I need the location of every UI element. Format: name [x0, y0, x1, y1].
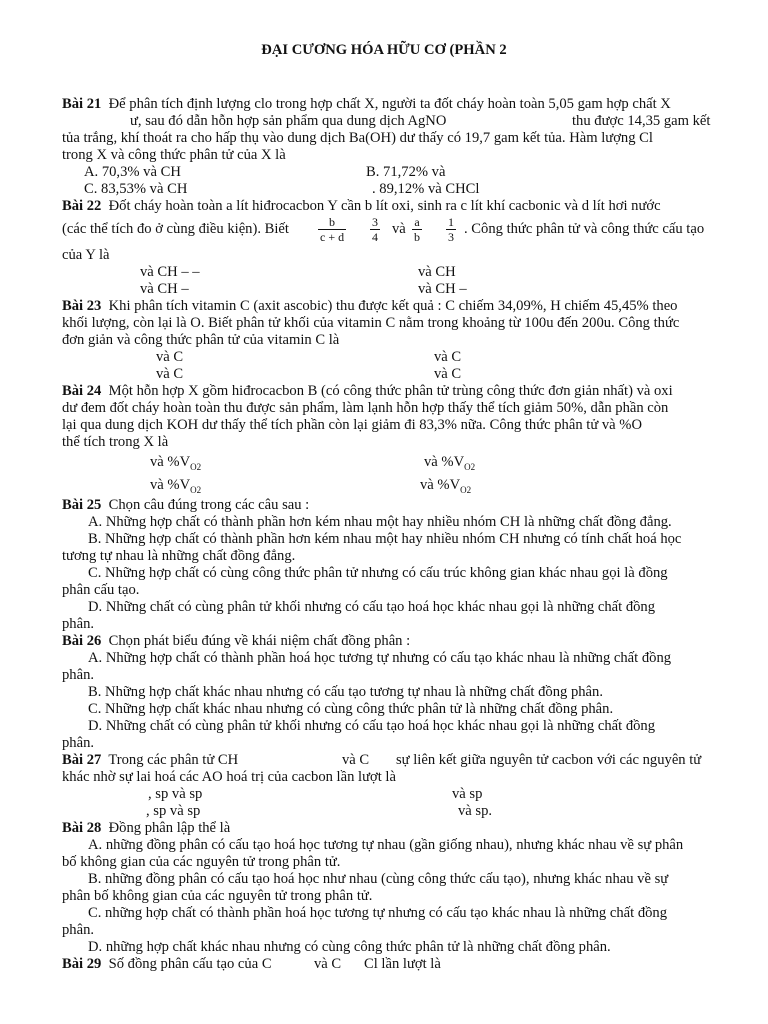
b26-line-1	[62, 633, 410, 650]
b23-option-c: và C	[156, 366, 184, 382]
b29-text-1b: và C	[314, 956, 342, 972]
b25-line-1	[62, 497, 309, 514]
b22-frac2-num: 3	[372, 215, 378, 229]
b26-text-1: Chọn phát biểu đúng về khái niệm chất đồng phân :	[108, 633, 411, 649]
b24-option-b	[424, 454, 475, 476]
b27-text-1b: và C	[342, 752, 370, 768]
b21-label: Bài 21	[62, 96, 102, 112]
b21-text-1: Để phân tích định lượng clo trong hợp chất X, người ta đốt cháy hoàn toàn 5,05 gam hợp chất X	[108, 96, 671, 112]
b29-label: Bài 29	[62, 956, 102, 972]
b24-line-1	[62, 383, 673, 400]
b21-text-2b: thu được 14,35 gam kết	[572, 113, 711, 129]
b26-option-a-1: A. Những hợp chất có thành phần hoá học tương tự nhưng có cấu tạo khác nhau là những chất đồng	[88, 650, 672, 666]
b23-line-1	[62, 298, 677, 315]
b24-option-c-sub: O2	[190, 484, 202, 495]
b25-option-c-1: C. Những hợp chất có cùng công thức phân tử nhưng có cấu trúc không gian khác nhau gọi là đồng	[88, 565, 668, 581]
b22-fraction-1-over-3	[446, 215, 456, 244]
b25-label: Bài 25	[62, 497, 102, 513]
b25-option-b-1: B. Những hợp chất có thành phần hơn kém nhau một hay nhiều nhóm CH nhưng có tính chất hoá học	[88, 531, 682, 547]
b24-option-d	[420, 477, 471, 499]
b24-option-b-text: và %V	[424, 454, 465, 470]
b26-label: Bài 26	[62, 633, 102, 649]
b22-text-2a: (các thể tích đo ở cùng điều kiện). Biết	[62, 221, 289, 237]
b28-option-a-2: bố không gian của các nguyên tử trong phân tử.	[62, 854, 341, 870]
b26-option-c: C. Những hợp chất khác nhau nhưng có cùng công thức phân tử là những chất đồng phân.	[88, 701, 614, 717]
b23-option-a: và C	[156, 349, 184, 365]
b22-label: Bài 22	[62, 198, 102, 214]
b24-option-d-sub: O2	[460, 484, 472, 495]
b27-text-1c: sự liên kết giữa nguyên tử cacbon với các nguyên tử	[396, 752, 702, 768]
b23-text-2: khối lượng, còn lại là O. Biết phân tử khối của vitamin C nằm trong khoảng từ 100u đến 200u. Công thức	[62, 315, 680, 331]
b22-option-b: và CH	[418, 264, 456, 280]
b28-option-c-1: C. những hợp chất có thành phần hoá học tương tự nhưng có cấu tạo khác nhau là những chất đồng	[88, 905, 668, 921]
b27-option-b: và sp	[452, 786, 483, 802]
b26-option-d-2: phân.	[62, 735, 95, 751]
b21-option-a: A. 70,3% và CH	[84, 164, 181, 180]
b23-text-3: đơn giản và công thức phân tử của vitamin C là	[62, 332, 340, 348]
b27-text-2: khác nhờ sự lai hoá các AO hoá trị của cacbon lần lượt là	[62, 769, 396, 785]
b25-option-d-2: phân.	[62, 616, 95, 632]
b21-text-3: tủa trắng, khí thoát ra cho hấp thụ vào dung dịch Ba(OH) dư thấy có 19,7 gam kết tủa. Hàm lượng Cl	[62, 130, 653, 146]
b23-option-d: và C	[434, 366, 462, 382]
b26-option-a-2: phân.	[62, 667, 95, 683]
b24-option-a	[150, 454, 201, 476]
b29-line-1	[62, 956, 272, 973]
b25-option-c-2: phân cấu tạo.	[62, 582, 140, 598]
b21-option-d: . 89,12% và CHCl	[372, 181, 480, 197]
b22-frac3-den: b	[414, 230, 420, 244]
b28-text-1: Đồng phân lập thể là	[108, 820, 231, 836]
b21-option-c: C. 83,53% và CH	[84, 181, 188, 197]
b23-label: Bài 23	[62, 298, 102, 314]
b22-option-a: và CH – –	[140, 264, 200, 280]
b27-label: Bài 27	[62, 752, 102, 768]
b21-text-2a: ư, sau đó dẫn hỗn hợp sản phẩm qua dung dịch AgNO	[130, 113, 447, 129]
b27-line-1	[62, 752, 238, 769]
b22-frac3-num: a	[412, 215, 422, 230]
b27-text-1a: Trong các phân tử CH	[108, 752, 239, 768]
b21-option-b: B. 71,72% và	[366, 164, 446, 180]
b26-option-d-1: D. Những chất có cùng phân tử khối nhưng có cấu tạo hoá học khác nhau gọi là những chất đồng	[88, 718, 656, 734]
b28-option-d: D. những hợp chất khác nhau nhưng có cùng công thức phân tử là những chất đồng phân.	[88, 939, 611, 955]
b27-option-c: , sp và sp	[146, 803, 201, 819]
b22-fraction-3-over-4	[370, 215, 380, 244]
b22-text-2b: . Công thức phân tử và công thức cấu tạo	[464, 221, 705, 237]
b21-text-4: trong X và công thức phân tử của X là	[62, 147, 286, 163]
b24-option-c	[150, 477, 201, 499]
b28-option-a-1: A. những đồng phân có cấu tạo hoá học tương tự nhau (gần giống nhau), nhưng khác nhau về sự phân	[88, 837, 684, 853]
b22-frac4-num: 1	[448, 215, 454, 229]
b22-text-1: Đốt cháy hoàn toàn a lít hiđrocacbon Y cần b lít oxi, sinh ra c lít khí cacbonic và d lít hơi nước	[108, 198, 661, 214]
b24-text-2: dư đem đốt cháy hoàn toàn thu được sản phẩm, làm lạnh hỗn hợp thấy thể tích giảm 50%, dẫn phần còn	[62, 400, 669, 416]
b24-option-a-text: và %V	[150, 454, 191, 470]
b24-option-c-text: và %V	[150, 477, 191, 493]
b22-frac4-den: 3	[448, 230, 454, 244]
b22-option-d: và CH –	[418, 281, 467, 297]
page-title: ĐẠI CƯƠNG HÓA HỮU CƠ (PHẦN 2	[261, 42, 507, 58]
b23-option-b: và C	[434, 349, 462, 365]
b22-fraction-a-over-b	[412, 215, 422, 244]
b22-text-3: của Y là	[62, 247, 110, 263]
b24-option-b-sub: O2	[464, 461, 476, 472]
b24-option-a-sub: O2	[190, 461, 202, 472]
b28-option-b-1: B. những đồng phân có cấu tạo hoá học như nhau (cùng công thức cấu tạo), nhưng khác nhau về sự	[88, 871, 669, 887]
b27-option-d: và sp.	[458, 803, 493, 819]
b22-line-1	[62, 198, 661, 215]
b25-option-b-2: tương tự nhau là những chất đồng đẳng.	[62, 548, 296, 564]
b24-label: Bài 24	[62, 383, 102, 399]
b22-and-1: và	[392, 221, 406, 237]
b23-text-1: Khi phân tích vitamin C (axit ascobic) thu được kết quả : C chiếm 34,09%, H chiếm 45,45% theo	[108, 298, 678, 314]
b24-text-3: lại qua dung dịch KOH dư thấy thể tích phần còn lại giảm đi 83,3% nữa. Công thức phân tử và %O	[62, 417, 643, 433]
b29-text-1a: Số đồng phân cấu tạo của C	[108, 956, 272, 972]
b22-frac1-num: b	[318, 215, 346, 230]
b22-fraction-b-over-cd	[318, 215, 346, 244]
b28-option-b-2: phân bố không gian của các nguyên tử trong phân tử.	[62, 888, 373, 904]
b22-frac1-den: c + d	[320, 230, 345, 244]
b25-option-d-1: D. Những chất có cùng phân tử khối nhưng có cấu tạo hoá học khác nhau gọi là những chất đồng	[88, 599, 656, 615]
b25-text-1: Chọn câu đúng trong các câu sau :	[108, 497, 310, 513]
b26-option-b: B. Những hợp chất khác nhau nhưng có cấu tạo tương tự nhau là những chất đồng phân.	[88, 684, 603, 700]
b28-option-c-2: phân.	[62, 922, 95, 938]
b28-label: Bài 28	[62, 820, 102, 836]
b21-line-1	[62, 96, 671, 113]
b24-text-4: thể tích trong X là	[62, 434, 169, 450]
b28-line-1	[62, 820, 230, 837]
b25-option-a: A. Những hợp chất có thành phần hơn kém nhau một hay nhiều nhóm CH là những chất đồng đẳng.	[88, 514, 672, 530]
b29-text-1c: Cl lần lượt là	[364, 956, 441, 972]
b22-option-c: và CH –	[140, 281, 189, 297]
b24-option-d-text: và %V	[420, 477, 461, 493]
b22-frac2-den: 4	[372, 230, 378, 244]
b24-text-1: Một hỗn hợp X gồm hiđrocacbon B (có công thức phân tử trùng công thức đơn giản nhất) và oxi	[108, 383, 673, 399]
b27-option-a: , sp và sp	[148, 786, 203, 802]
